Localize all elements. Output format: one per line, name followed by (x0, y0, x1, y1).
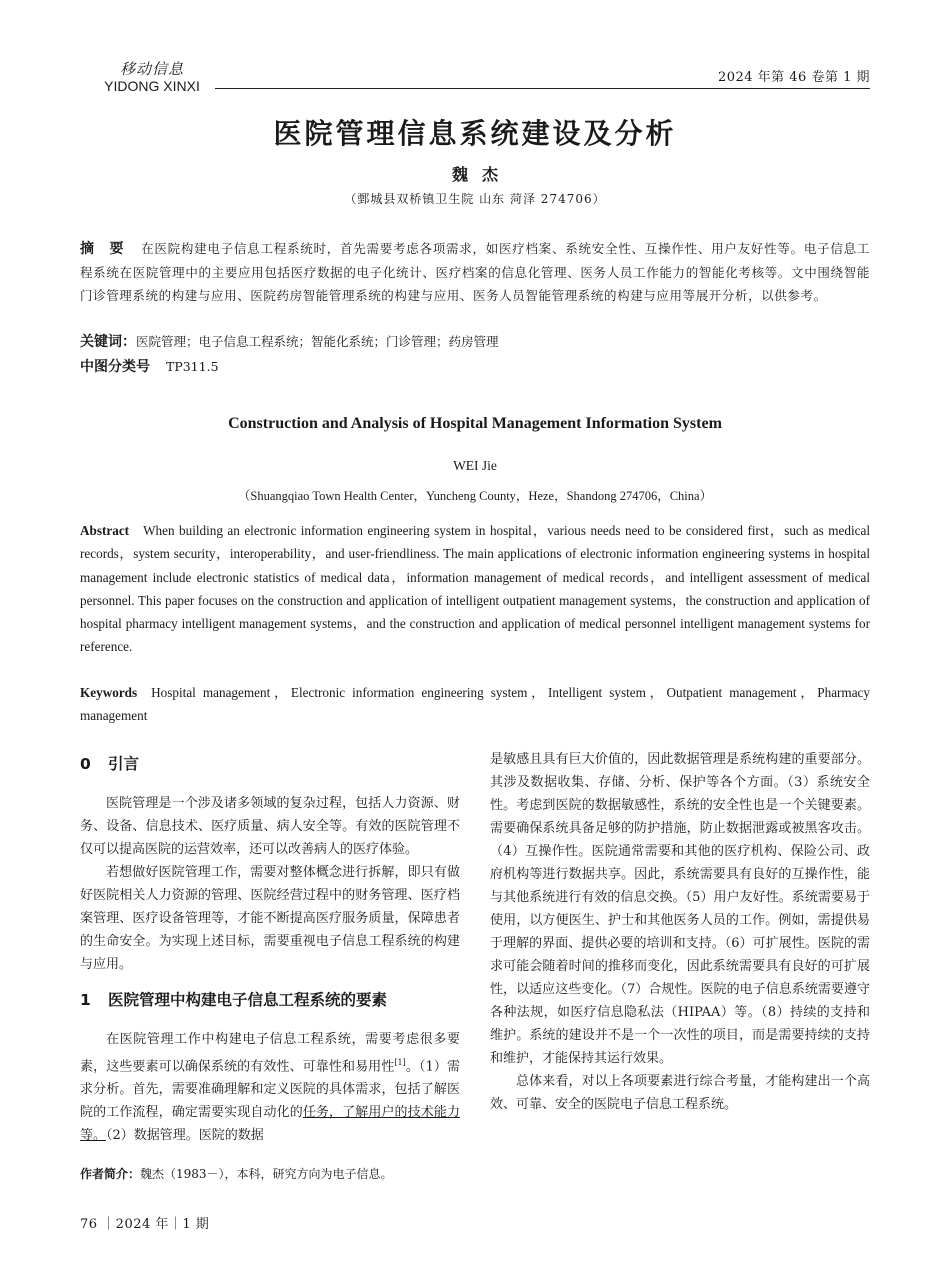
body-column-right (490, 748, 870, 1116)
section-1-number: 1 (80, 991, 91, 1009)
keywords-en-label: Keywords (80, 685, 138, 700)
abstract-cn (80, 237, 870, 307)
author-affiliation-en: （Shuangqiao Town Health Center，Yuncheng County，Heze，Shandong 274706，China） (237, 489, 713, 503)
page-footer: 76 ｜2024 年｜1 期 (80, 1217, 210, 1232)
section-1-text-underlined: 任务，了解用户的技术能力等。 (80, 1105, 460, 1144)
author-name-en: WEI Jie (453, 458, 497, 473)
paper-title: 医院管理信息系统建设及分析 (273, 117, 677, 150)
classification-number (80, 356, 219, 376)
keywords-cn (80, 331, 499, 351)
journal-name-en: YIDONG XINXI (104, 78, 200, 94)
abstract-en-text: When building an electronic information engineering system in hospital，various needs need to be considered first，such as medical records，system security，interoperability，and user-friendliness. The main applications of electronic information engineering systems in hospital management include electronic statistics of medical data，information management of medical records，and intelligent assessment of medical personnel. This paper focuses on the construction and application of intelligent outpatient management systems，the construction and application of hospital pharmacy intelligent management systems，and the construction and application of medical personnel intelligent management systems for reference. (80, 523, 870, 655)
section-1-text-b: 。（1）需求分析。首先，需要准确理解和定义医院的具体需求，包括了解医院的工作流程，确定需要实现自动化的 (80, 1059, 460, 1121)
section-0-heading (80, 750, 460, 778)
keywords-en (80, 681, 870, 727)
author-name: 魏杰 (451, 165, 512, 184)
abstract-en-label: Abstract (80, 523, 130, 538)
abstract-en (80, 519, 870, 659)
section-1-paragraph-2: 总体来看，对以上各项要素进行综合考量，才能构建出一个高效、可靠、安全的医院电子信息工程系统。 (490, 1074, 870, 1112)
section-1-paragraph-1 (80, 1028, 460, 1147)
footnote-text: 魏杰（1983－），本科，研究方向为电子信息。 (140, 1167, 393, 1181)
section-0-paragraph-2: 若想做好医院管理工作，需要对整体概念进行拆解，即只有做好医院相关人力资源的管理、医院经营过程中的财务管理、医疗档案管理、医疗设备管理等，才能不断提高医疗服务质量，保障患者的生命安全。为实现上述目标，需要重视电子信息工程系统的构建与应用。 (80, 865, 460, 972)
journal-name-cn: 移动信息 (119, 60, 184, 78)
section-0-paragraph-1: 医院管理是一个涉及诸多领域的复杂过程，包括人力资源、财务、设备、信息技术、医疗质量、病人安全等。有效的医院管理不仅可以提高医院的运营效率，还可以改善病人的医疗体验。 (80, 796, 460, 857)
section-1-heading (80, 986, 460, 1014)
citation-ref: [1] (394, 1058, 406, 1067)
author-footnote (80, 1165, 393, 1182)
classification-value: TP311.5 (165, 359, 219, 374)
section-1-title: 医院管理中构建电子信息工程系统的要素 (108, 991, 388, 1009)
journal-logo (92, 60, 212, 94)
classification-label: 中图分类号 (80, 359, 150, 375)
abstract-cn-text: 在医院构建电子信息工程系统时，首先需要考虑各项需求，如医疗档案、系统安全性、互操作性、用户友好性等。电子信息工程系统在医院管理中的主要应用包括医疗数据的电子化统计、医疗档案的信息化管理、医务人员工作能力的智能化考核等。文中围绕智能门诊管理系统的构建与应用、医院药房智能管理系统的构建与应用、医务人员智能管理系统的构建与应用等展开分析，以供参考。 (80, 241, 870, 303)
header-rule (215, 88, 870, 89)
section-1-paragraph-1-continued: 是敏感且具有巨大价值的，因此数据管理是系统构建的重要部分。其涉及数据收集、存储、分析、保护等各个方面。（3）系统安全性。考虑到医院的数据敏感性，系统的安全性也是一个关键要素。需要确保系统具备足够的防护措施，防止数据泄露或被黑客攻击。（4）互操作性。医院通常需要和其他的医疗机构、保险公司、政府机构等进行数据共享。因此，系统需要具有良好的互操作性，能与其他系统进行有效的信息交换。（5）用户友好性。系统需要易于使用，以方便医生、护士和其他医务人员的工作。例如，需提供易于理解的界面、提供必要的培训和支持。（6）可扩展性。医院的需求可能会随着时间的推移而变化，因此系统需要具有良好的可扩展性，以适应这些变化。（7）合规性。医院的电子信息系统需要遵守各种法规，如医疗信息隐私法（HIPAA）等。（8）持续的支持和维护。系统的建设并不是一个一次性的项目，而是需要持续的支持和维护，才能保持其运行效果。 (490, 752, 870, 1066)
paper-title-en: Construction and Analysis of Hospital Management Information System (228, 415, 722, 432)
section-1-text-a: 在医院管理工作中构建电子信息工程系统，需要考虑很多要素，这些要素可以确保系统的有效性、可靠性和易用性 (80, 1032, 460, 1075)
footnote-label: 作者简介： (80, 1167, 141, 1181)
issue-info: 2024 年第 46 卷第 1 期 (717, 70, 870, 85)
keywords-cn-label: 关键词： (80, 334, 136, 350)
body-column-left (80, 750, 460, 1147)
author-affiliation: （鄄城县双桥镇卫生院 山东 菏泽 274706） (344, 192, 606, 206)
section-0-title: 引言 (108, 755, 140, 773)
section-1-text-c: （2）数据管理。医院的数据 (106, 1128, 264, 1144)
keywords-cn-text: 医院管理；电子信息工程系统；智能化系统；门诊管理；药房管理 (136, 334, 499, 349)
keywords-en-text: Hospital management，Electronic information engineering system，Intelligent system，Outpatient management，Pharmacy management (80, 685, 870, 723)
abstract-cn-label: 摘 要 (80, 241, 125, 257)
section-0-number: 0 (80, 755, 91, 773)
